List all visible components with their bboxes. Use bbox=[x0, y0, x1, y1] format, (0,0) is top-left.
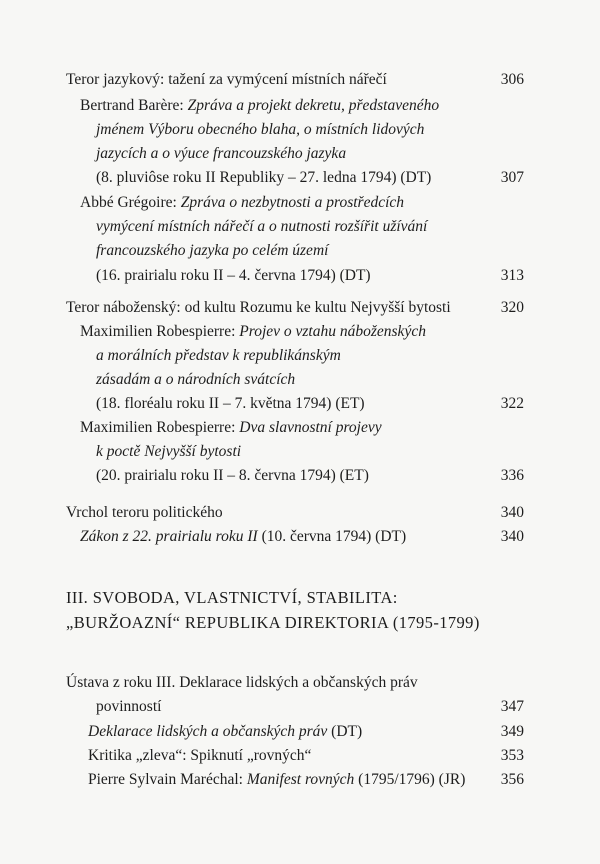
page-number: 322 bbox=[500, 395, 524, 412]
entry-date: (16. prairialu roku II – 4. června 1794) (DT) bbox=[96, 267, 371, 284]
entry-title-line: francouzského jazyka po celém území bbox=[96, 242, 329, 259]
toc-entry-barere bbox=[80, 96, 439, 116]
part-heading-line-1: III. SVOBODA, VLASTNICTVÍ, STABILITA: bbox=[66, 588, 398, 607]
entry-title-line: zásadám a o národních svátcích bbox=[96, 371, 296, 388]
toc-heading-constitution: Ústava z roku III. Deklarace lidských a občanských práv bbox=[66, 674, 418, 691]
entry-title: Projev o vztahu náboženských bbox=[239, 323, 426, 340]
entry-date: (8. pluviôse roku II Republiky – 27. ledna 1794) (DT) bbox=[96, 169, 432, 186]
toc-entry-robespierre-2 bbox=[80, 418, 382, 438]
toc-entry-marechal: Pierre Sylvain Maréchal: Manifest rovných (1795/1796) (JR) bbox=[88, 771, 466, 788]
toc-heading-constitution-line-2: povinností bbox=[96, 698, 162, 715]
author: Bertrand Barère: bbox=[80, 97, 184, 114]
entry-date: (20. prairialu roku II – 8. června 1794) (ET) bbox=[96, 467, 369, 484]
author: Pierre Sylvain Maréchal: bbox=[88, 771, 247, 788]
toc-heading-religious-terror: Teror náboženský: od kultu Rozumu ke kultu Nejvyšší bytosti bbox=[66, 299, 451, 316]
page-number: 356 bbox=[500, 771, 524, 788]
page-number: 336 bbox=[500, 467, 524, 484]
page-number: 306 bbox=[500, 71, 524, 88]
entry-date: (18. floréalu roku II – 7. května 1794) (ET) bbox=[96, 395, 365, 412]
entry-title-line: k poctě Nejvyšší bytosti bbox=[96, 443, 242, 460]
entry-title: Dva slavnostní projevy bbox=[239, 419, 382, 436]
author: Maximilien Robespierre: bbox=[80, 419, 236, 436]
page-number: 353 bbox=[500, 747, 524, 764]
entry-title-line: jazycích a o výuce francouzského jazyka bbox=[96, 145, 347, 162]
entry-title: Zpráva o nezbytnosti a prostředcích bbox=[180, 194, 405, 211]
page-number: 307 bbox=[500, 169, 524, 186]
page-number: 347 bbox=[500, 698, 524, 715]
entry-title: Zákon z 22. prairialu roku II bbox=[80, 528, 258, 545]
entry-title-line: vymýcení místních nářečí a o nutnosti rozšířit užívání bbox=[96, 218, 428, 235]
entry-title-line: a morálních představ k republikánským bbox=[96, 347, 341, 364]
entry-title: Deklarace lidských a občanských práv bbox=[88, 723, 328, 740]
entry-title: Manifest rovných bbox=[246, 771, 355, 788]
author: Maximilien Robespierre: bbox=[80, 323, 236, 340]
toc-heading-political-terror: Vrchol teroru politického bbox=[66, 504, 223, 521]
page-number: 340 bbox=[500, 528, 524, 545]
toc-entry-gregoire bbox=[80, 193, 404, 213]
toc-entry-law: Zákon z 22. prairialu roku II (10. června 1794) (DT) bbox=[80, 528, 407, 545]
page-number: 340 bbox=[500, 504, 524, 521]
page-number: 320 bbox=[500, 299, 524, 316]
part-heading-line-2: „BURŽOAZNÍ“ REPUBLIKA DIREKTORIA (1795-1799) bbox=[66, 613, 480, 632]
page-number: 349 bbox=[500, 723, 524, 740]
author: Abbé Grégoire: bbox=[80, 194, 177, 211]
toc-heading-language-terror: Teror jazykový: tažení za vymýcení místních nářečí bbox=[66, 71, 387, 88]
toc-entry-robespierre-1 bbox=[80, 322, 426, 342]
page-number: 313 bbox=[500, 267, 524, 284]
entry-title-line: jménem Výboru obecného blaha, o místních lidových bbox=[96, 121, 425, 138]
entry-title: Zpráva a projekt dekretu, představeného bbox=[187, 97, 440, 114]
toc-entry-declaration: Deklarace lidských a občanských práv (DT) bbox=[88, 723, 363, 740]
toc-entry-critique: Kritika „zleva“: Spiknutí „rovných“ bbox=[88, 747, 312, 764]
